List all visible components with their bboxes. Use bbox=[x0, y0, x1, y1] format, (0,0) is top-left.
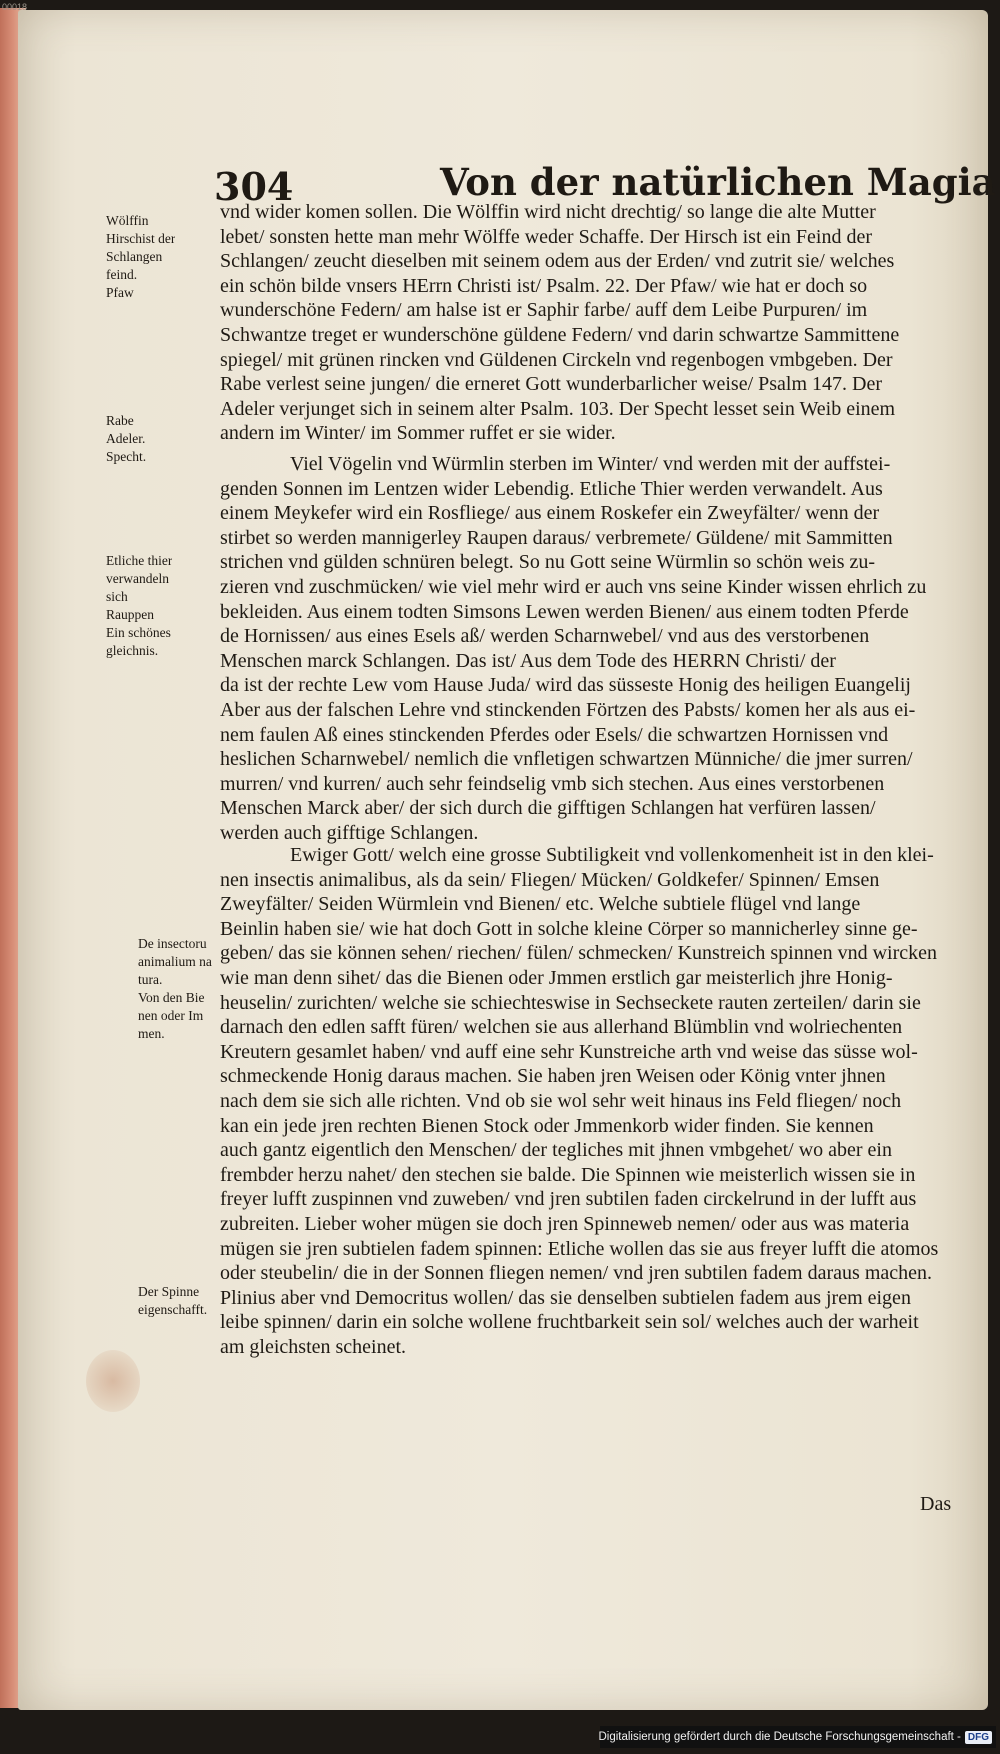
margin-note-line: Der Spinne bbox=[138, 1284, 200, 1299]
text-line: frembder herzu nahet/ den stechen sie balde. Die Spinnen wie meisterlich wissen sie in bbox=[220, 1163, 916, 1186]
digitization-footer bbox=[600, 1726, 996, 1748]
corner-code: 00018 bbox=[2, 2, 28, 12]
margin-note-line: Hirschist der bbox=[106, 231, 176, 246]
margin-note-line: Adeler. bbox=[106, 431, 146, 446]
text-line: Plinius aber vnd Democritus wollen/ das sie denselben subtielen fadem aus jrem eigen bbox=[220, 1286, 911, 1309]
dfg-logo-icon: DFG bbox=[965, 1731, 992, 1744]
catchword: Das bbox=[920, 1493, 952, 1515]
text-line: stirbet so werden mannigerley Raupen daraus/ verbremete/ Güldene/ mit Sammitten bbox=[220, 526, 893, 549]
margin-note-line: De insectoru bbox=[138, 936, 207, 951]
text-line: zieren vnd zuschmücken/ wie viel mehr wird er auch vns seine Kinder wissen ehrlich zu bbox=[220, 576, 927, 598]
text-line: ein schön bilde vnsers HErrn Christi ist/ Psalm. 22. Der Pfaw/ wie hat er doch so bbox=[220, 274, 868, 297]
text-line: Ewiger Gott/ welch eine grosse Subtiligkeit vnd vollenkomenheit ist in den klei- bbox=[290, 844, 934, 866]
margin-note-line: sich bbox=[106, 589, 128, 604]
text-line: Aber aus der falschen Lehre vnd stinckenden Förtzen des Pabsts/ komen her als aus ei- bbox=[220, 699, 916, 721]
margin-note-line: nen oder Im bbox=[138, 1008, 204, 1023]
margin-note-line: Von den Bie bbox=[138, 990, 205, 1005]
margin-note-line: animalium na bbox=[138, 954, 212, 969]
text-line: freyer lufft zuspinnen vnd zuweben/ vnd jren subtilen faden circkelrund in der lufft aus bbox=[220, 1188, 917, 1211]
margin-note-line: feind. bbox=[106, 267, 138, 282]
margin-note-line: Rauppen bbox=[106, 607, 154, 622]
text-line: spiegel/ mit grünen rincken vnd Güldenen Circkeln vnd regenbogen vmbgeben. Der bbox=[220, 348, 893, 371]
footer-credit: Digitalisierung gefördert durch die Deutsche Forschungsgemeinschaft - bbox=[598, 1731, 961, 1743]
text-line: nem faulen Aß eines stinckenden Pferdes oder Esels/ die schwartzen Hornissen vnd bbox=[220, 723, 889, 746]
margin-note-line: Schlangen bbox=[106, 249, 163, 264]
running-title: Von der natürlichen Magia bbox=[440, 160, 996, 204]
text-line: Adeler verjunget sich in seinem alter Psalm. 103. Der Specht lesset sein Weib einem bbox=[220, 397, 896, 420]
page-number: 304 bbox=[214, 164, 294, 209]
margin-note-line: gleichnis. bbox=[106, 643, 159, 658]
text-line: am gleichsten scheinet. bbox=[220, 1336, 407, 1358]
margin-note-line: men. bbox=[138, 1026, 165, 1041]
text-line: Zweyfälter/ Seiden Würmlein vnd Bienen/ etc. Welche subtiele flügel vnd lange bbox=[220, 893, 861, 916]
text-line: Schlangen/ zeucht dieselben mit seinem odem aus der Erden/ vnd zutrit sie/ welches bbox=[220, 250, 895, 273]
text-line: zubreiten. Lieber woher mügen sie doch jren Spinneweb nemen/ oder aus was materia bbox=[220, 1213, 910, 1235]
margin-note-line: Specht. bbox=[106, 449, 147, 464]
paper-stain bbox=[86, 1350, 140, 1412]
text-line: Viel Vögelin vnd Würmlin sterben im Winter/ vnd werden mit der auffstei- bbox=[290, 453, 891, 475]
margin-note-line: Pfaw bbox=[106, 285, 134, 300]
margin-note-line: Rabe bbox=[106, 413, 134, 428]
text-line: leibe spinnen/ darin ein solche wollene fruchtbarkeit sein sol/ welches auch der warheit bbox=[220, 1311, 919, 1334]
margin-note-line: Wölffin bbox=[106, 213, 149, 228]
text-line: werden auch gifftige Schlangen. bbox=[220, 822, 479, 844]
text-line: geben/ das sie können sehen/ riechen/ fülen/ schmecken/ Kunstreich spinnen vnd wircken bbox=[220, 942, 938, 965]
text-line: Kreutern gesamlet haben/ vnd auff eine sehr Kunstreiche arth vnd weise das süsse wol- bbox=[220, 1040, 918, 1063]
text-line: de Hornissen/ aus eines Esels aß/ werden Scharnwebel/ vnd aus des verstorbenen bbox=[220, 625, 870, 648]
text-line: mügen sie jren subtielen fadem spinnen: Etliche wollen das sie aus freyer lufft die atomos bbox=[220, 1237, 939, 1260]
text-line: da ist der rechte Lew vom Hause Juda/ wird das süsseste Honig des heiligen Euangelij bbox=[220, 674, 911, 697]
margin-note-line: eigenschafft. bbox=[138, 1302, 208, 1317]
text-line: bekleiden. Aus einem todten Simsons Lewen werden Bienen/ aus einem todten Pferde bbox=[220, 600, 909, 623]
text-line: strichen vnd gülden schnüren belegt. So nu Gott seine Würmlin so schön weis zu- bbox=[220, 551, 876, 574]
text-line: nen insectis animalibus, als da sein/ Fliegen/ Mücken/ Goldkefer/ Spinnen/ Emsen bbox=[220, 868, 880, 891]
text-line: kan ein jede jren rechten Bienen Stock oder Jmmenkorb wider finden. Sie kennen bbox=[220, 1114, 874, 1137]
text-line: heslichen Scharnwebel/ nemlich die vnfletigen schwartzen Münniche/ die jmer surren/ bbox=[220, 748, 913, 771]
text-line: Rabe verlest seine jungen/ die erneret Gott wunderbarlicher weise/ Psalm 147. Der bbox=[220, 373, 883, 396]
text-line: andern im Winter/ im Sommer ruffet er sie wider. bbox=[220, 422, 616, 445]
margin-note-line: Etliche thier bbox=[106, 553, 173, 568]
text-line: genden Sonnen im Lentzen wider Lebendig. Etliche Thier werden verwandelt. Aus bbox=[220, 477, 883, 500]
margin-note-line: Ein schönes bbox=[106, 625, 171, 640]
text-line: nach dem sie sich alle richten. Vnd ob sie wol sehr weit hinaus ins Feld fliegen/ noch bbox=[220, 1090, 902, 1112]
text-line: Schwantze treget er wunderschöne güldene Federn/ vnd darin schwartze Sammittene bbox=[220, 324, 900, 346]
text-line: Beinlin haben sie/ wie hat doch Gott in solche kleine Cörper so mannicherley sinne ge- bbox=[220, 917, 918, 940]
text-line: lebet/ sonsten hette man mehr Wölffe weder Schaffe. Der Hirsch ist ein Feind der bbox=[220, 225, 873, 248]
text-line: vnd wider komen sollen. Die Wölffin wird nicht drechtig/ so lange die alte Mutter bbox=[220, 201, 876, 223]
text-line: darnach den edlen safft füren/ welchen sie aus allerhand Blümblin vnd wolriechenten bbox=[220, 1016, 903, 1039]
text-line: murren/ vnd kurren/ auch sehr feindselig vmb sich stechen. Aus eines verstorbenen bbox=[220, 772, 885, 795]
text-line: auch gantz eigentlich den Menschen/ der tegliches mit jhnen vmbgehet/ wo aber ein bbox=[220, 1139, 892, 1162]
margin-note-line: verwandeln bbox=[106, 571, 169, 586]
text-line: oder steubelin/ die in der Sonnen fliegen nemen/ vnd jren subtilen fadem daraus machen. bbox=[220, 1262, 933, 1285]
text-line: wie man denn sihet/ das die Bienen oder Jmmen erstlich gar meisterlich jhre Honig- bbox=[220, 967, 893, 989]
text-line: wunderschöne Federn/ am halse ist er Saphir farbe/ auff dem Leibe Purpuren/ im bbox=[220, 299, 868, 322]
text-line: Menschen marck Schlangen. Das ist/ Aus dem Tode des HERRN Christi/ der bbox=[220, 649, 836, 672]
margin-note-line: tura. bbox=[138, 972, 163, 987]
text-line: Menschen Marck aber/ der sich durch die gifftigen Schlangen hat verfüren lassen/ bbox=[220, 797, 876, 820]
text-line: schmeckende Honig daraus machen. Sie haben jren Weisen oder König vnter jhnen bbox=[220, 1065, 886, 1088]
text-line: heuselin/ zurichten/ welche sie schiechteswise in Sechseckete rauten zerteilen/ darin sie bbox=[220, 991, 921, 1014]
text-line: einem Meykefer wird ein Rosfliege/ aus einem Roskefer ein Zweyfälter/ wenn der bbox=[220, 502, 880, 525]
